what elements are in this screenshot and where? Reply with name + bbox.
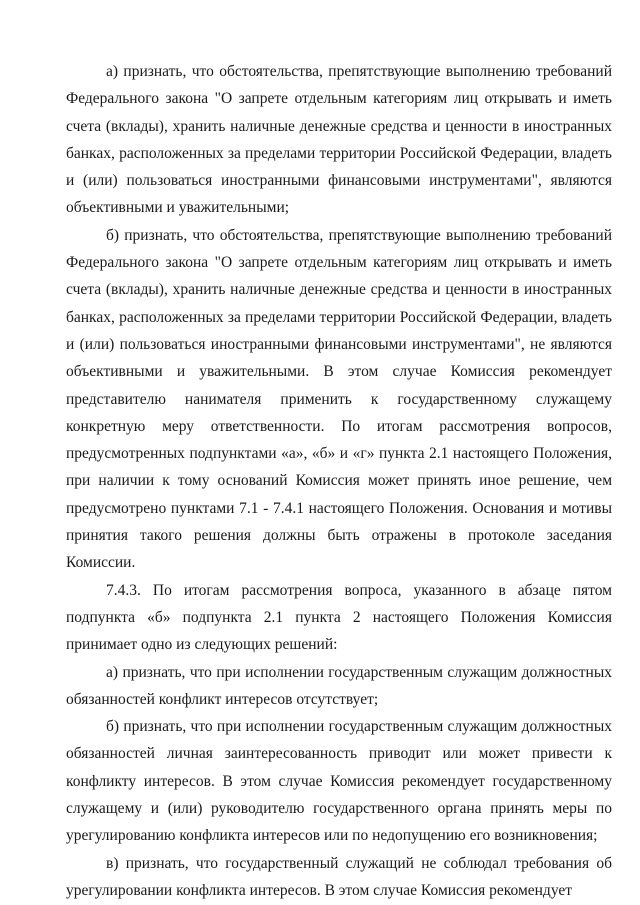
paragraph-v-not-complied: в) признать, что государственный служащий не соблюдал требования об урегулировании конфликта интересов. В этом случае Комиссия рекомендует bbox=[66, 854, 612, 899]
paragraph-b-circumstances-not-objective: б) признать, что обстоятельства, препятствующие выполнению требований Федерального закона "О запрете отдельным категориям лиц открывать и иметь счета (вклады), хранить наличные денежные средства и ценности в иностранных банках, расположенных за пределами территории Российской Федерации, владеть и (или) пользоваться иностранными финансовыми инструментами", не являются объективными и уважительными. В этом случае Комиссия рекомендует представителю нанимателя применить к государственному служащему конкретную меру ответственности. По итогам рассмотрения вопросов, предусмотренных подпунктами «а», «б» и «г» пункта 2.1 настоящего Положения, при наличии к тому оснований Комиссия может принять иное решение, чем предусмотрено пунктами 7.1 - 7.4.1 настоящего Положения. Основания и мотивы принятия такого решения должны быть отражены в протоколе заседания Комиссии. bbox=[66, 226, 612, 572]
document-page bbox=[66, 58, 612, 904]
paragraph-a-no-conflict: а) признать, что при исполнении государственным служащим должностных обязанностей конфликт интересов отсутствует; bbox=[66, 663, 612, 708]
paragraph-b-personal-interest: б) признать, что при исполнении государственным служащим должностных обязанностей личная заинтересованность приводит или может привести к конфликту интересов. В этом случае Комиссия рекомендует государственному служащему и (или) руководителю государственного органа принять меры по урегулированию конфликта интересов или по недопущению его возникновения; bbox=[66, 718, 612, 845]
paragraph-a-circumstances-objective: а) признать, что обстоятельства, препятствующие выполнению требований Федерального закона "О запрете отдельным категориям лиц открывать и иметь счета (вклады), хранить наличные денежные средства и ценности в иностранных банках, расположенных за пределами территории Российской Федерации, владеть и (или) пользоваться иностранными финансовыми инструментами", являются объективными и уважительными; bbox=[66, 63, 612, 217]
paragraph-7-4-3: 7.4.3. По итогам рассмотрения вопроса, указанного в абзаце пятом подпункта «б» подпункта 2.1 пункта 2 настоящего Положения Комиссия принимает одно из следующих решений: bbox=[66, 581, 612, 654]
